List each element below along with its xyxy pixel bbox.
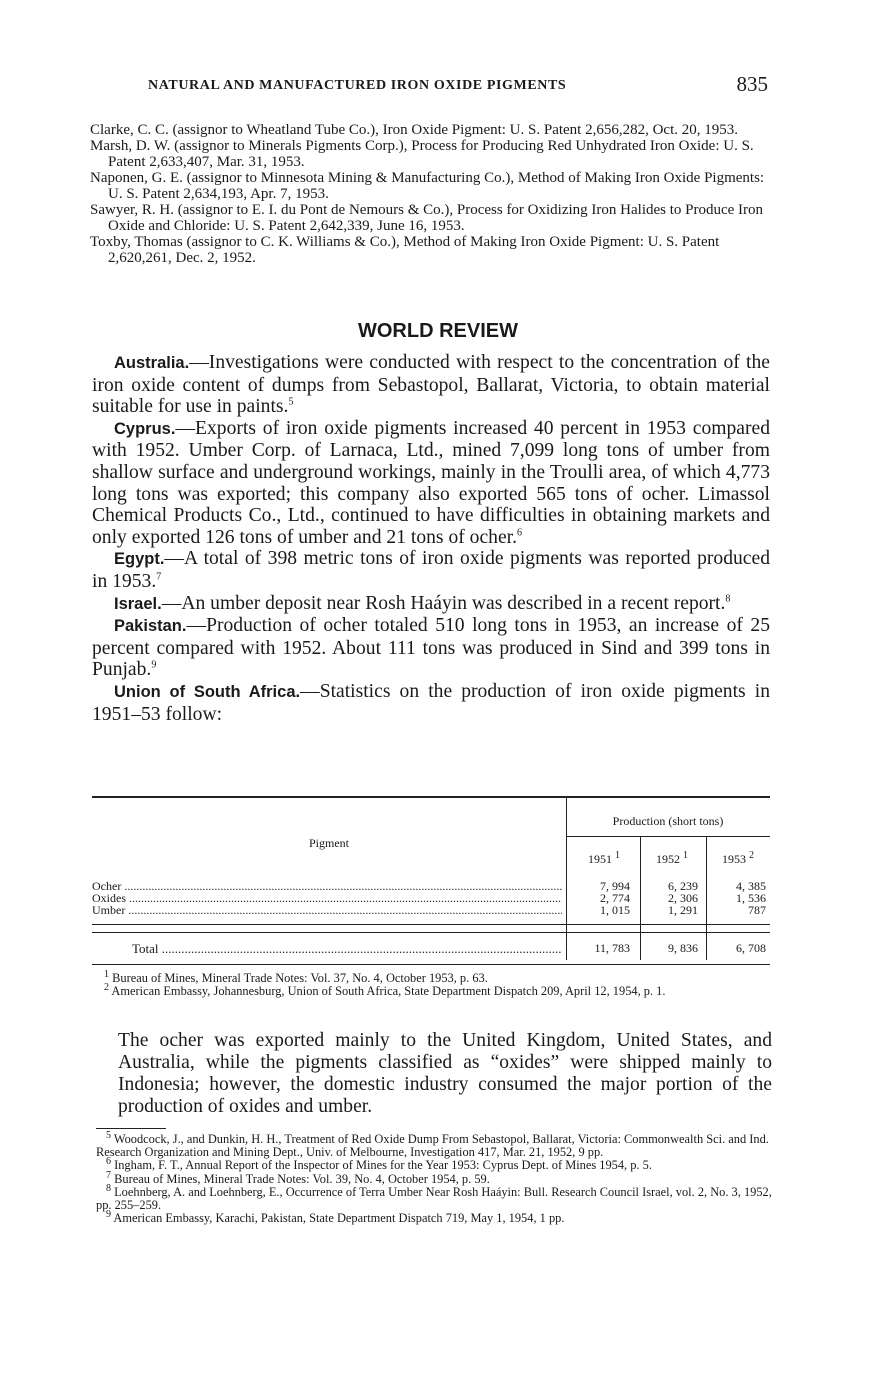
table-total-row — [92, 932, 770, 961]
year-note: 1 — [615, 850, 620, 861]
table-footnote: $^1$ Bureau of Mines, Mineral Trade Notes: Vol. 37, No. 4, October 1953, p. 63. — [104, 968, 488, 985]
paragraph-text: —Exports of iron oxide pigments increased 40 percent in 1953 compared with 1952. Umber Corp. of Larnaca, Ltd., mined 7,099 long tons of umber from shallow surface and underground workings, mainly in the Troulli area, of which 4,773 long tons was exported; this company also exported 565 tons of ocher. Limassol Chemical Products Co., Ltd., continued to have difficulties in obtaining markets and only exported 126 tons of umber and 21 tons of ocher. — [92, 417, 770, 548]
table-footnotes — [92, 968, 778, 998]
header-production: Production (short tons) — [612, 814, 724, 828]
cell-value: 787 — [748, 903, 766, 917]
closing-paragraph: The ocher was exported mainly to the United Kingdom, United States, and Australia, while the pigments classified as “oxides” were shipped mainly to Indonesia; however, the domestic industry consumed the major portion of the production of oxides and umber. — [118, 1030, 772, 1117]
footnote-ref: 9 — [151, 659, 157, 671]
paragraph-lead: Israel. — [114, 594, 162, 613]
year-label: 1951 — [588, 852, 612, 866]
paragraph-text: —Production of ocher totaled 510 long tons in 1953, an increase of 25 percent compared with 1952. About 111 tons was produced in Sind and 399 tons in Punjab. — [92, 615, 770, 681]
paragraph-lead: Egypt. — [114, 550, 165, 569]
footnote-item: $^8$ Loehnberg, A. and Loehnberg, E., Occurrence of Terra Umber Near Rosh Haáyin: Bull. Research Council Israel, vol. 2, No. 3, 1952, pp. 255–259. — [96, 1182, 772, 1213]
reference-item: Marsh, D. W. (assignor to Minerals Pigments Corp.), Process for Producing Red Unhydrated Iron Oxide: U. S. Patent 2,633,407, Mar. 31, 1953. — [90, 138, 754, 170]
header-pigment: Pigment — [308, 836, 349, 850]
cell-value: 7, 994 — [600, 879, 630, 893]
paragraph-lead: Union of South Africa. — [114, 682, 301, 701]
page-footnotes — [96, 1128, 776, 1225]
paragraph-pakistan — [92, 615, 770, 681]
footnote-ref: 8 — [725, 593, 731, 604]
paragraph-lead: Cyprus. — [114, 419, 176, 438]
footnote-ref: 7 — [156, 571, 162, 583]
table-row — [92, 904, 770, 916]
year-note: 1 — [683, 850, 688, 861]
cell-value: 4, 385 — [736, 879, 766, 893]
paragraph-lead: Australia. — [114, 354, 190, 372]
header-year-1951 — [570, 852, 638, 867]
paragraph-text: —Statistics on the production of iron oxide pigments in 1951–53 follow: — [92, 680, 770, 725]
paragraph-australia — [92, 352, 770, 418]
row-label: Ocher ..... — [92, 880, 562, 892]
section-title: WORLD REVIEW — [358, 320, 518, 342]
footnote-ref: 5 — [288, 396, 294, 408]
paragraph-text: —Investigations were conducted with respect to the concentration of the iron oxide content of dumps from Sebastopol, Ballarat, Victoria, to obtain material suitable for use in paints. — [92, 352, 770, 418]
footnote-rule — [96, 1128, 166, 1129]
year-note: 2 — [749, 850, 754, 861]
paragraph-egypt — [92, 548, 770, 592]
paragraph-text: —A total of 398 metric tons of iron oxide pigments was reported produced in 1953. — [92, 548, 770, 592]
header-year-1953 — [704, 852, 772, 867]
cell-value: 2, 306 — [668, 891, 698, 905]
reference-item: Clarke, C. C. (assignor to Wheatland Tube Co.), Iron Oxide Pigment: U. S. Patent 2,656,282, Oct. 20, 1953. — [90, 122, 739, 138]
table-footnote: $^2$ American Embassy, Johannesburg, Union of South Africa, State Department Dispatch 209, April 12, 1954, p. 1. — [104, 981, 666, 998]
paragraph-israel — [92, 593, 770, 616]
row-label: Umber ..... — [92, 904, 562, 916]
header-year-1952 — [638, 852, 706, 867]
cell-value: 2, 774 — [600, 891, 630, 905]
closing-body — [118, 1030, 772, 1118]
row-label: Oxides ..... — [92, 892, 562, 904]
total-label: Total ..... — [132, 941, 562, 957]
world-review-body — [92, 352, 770, 725]
paragraph-south-africa — [92, 681, 770, 725]
paragraph-text: —An umber deposit near Rosh Haáyin was described in a recent report. — [161, 592, 726, 614]
footnote-ref: 6 — [517, 527, 522, 539]
paragraph-cyprus — [92, 418, 770, 549]
cell-value: 1, 536 — [736, 891, 766, 905]
production-table — [92, 796, 770, 956]
cell-value: 1, 291 — [668, 903, 698, 917]
year-label: 1952 — [656, 852, 680, 866]
footnote-item: $^9$ American Embassy, Karachi, Pakistan, State Department Dispatch 719, May 1, 1954, 1 pp. — [106, 1209, 565, 1226]
cell-value: 6, 239 — [668, 879, 698, 893]
header-subrule — [566, 836, 770, 837]
total-value: 11, 783 — [594, 941, 630, 955]
total-value: 9, 836 — [668, 941, 698, 955]
running-head-title: NATURAL AND MANUFACTURED IRON OXIDE PIGMENTS — [148, 78, 567, 93]
reference-item: Sawyer, R. H. (assignor to E. I. du Pont de Nemours & Co.), Process for Oxidizing Iron Halides to Produce Iron Oxide and Chloride: U. S. Patent 2,642,339, June 16, 1953. — [90, 202, 764, 234]
paragraph-lead: Pakistan. — [114, 617, 187, 636]
patent-references — [90, 122, 770, 266]
table-bottom-rule — [92, 964, 770, 965]
footnote-item: $^7$ Bureau of Mines, Mineral Trade Notes: Vol. 39, No. 4, October 1954, p. 59. — [106, 1169, 490, 1186]
table-body — [92, 880, 770, 916]
page-number: 835 — [736, 72, 768, 96]
footnote-item: $^5$ Woodcock, J., and Dunkin, H. H., Treatment of Red Oxide Dump From Sebastopol, Ballarat, Victoria: Commonwealth Sci. and Ind. Research Organization and Mining Dept., Univ. of Melbourne, Investigation 417, Mar. 21, 1952, 9 pp. — [96, 1129, 769, 1160]
running-head — [148, 72, 768, 96]
cell-value: 1, 015 — [600, 903, 630, 917]
reference-item: Naponen, G. E. (assignor to Minnesota Mining & Manufacturing Co.), Method of Making Iron Oxide Pigments: U. S. Patent 2,634,193, Apr. 7, 1953. — [90, 170, 765, 202]
year-label: 1953 — [722, 852, 746, 866]
footnote-item: $^6$ Ingham, F. T., Annual Report of the Inspector of Mines for the Year 1953: Cyprus Dept. of Mines 1954, p. 5. — [106, 1156, 652, 1173]
reference-item: Toxby, Thomas (assignor to C. K. Williams & Co.), Method of Making Iron Oxide Pigment: U. S. Patent 2,620,261, Dec. 2, 1952. — [90, 234, 720, 266]
total-value: 6, 708 — [736, 941, 766, 955]
